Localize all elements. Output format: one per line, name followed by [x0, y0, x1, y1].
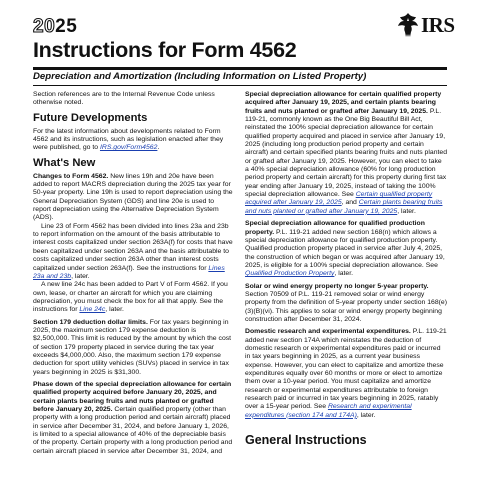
solar-text: Section 70509 of P.L. 119-21 removed solar or wind energy property from the definition of 5-year property under section 168(e)(3)(B)(vi). This applies to solar or wind energy property beginning construction after December 31, 2024. — [245, 290, 447, 323]
s179-heading: Section 179 deduction dollar limits. — [33, 318, 148, 326]
year-solid-digits: 25 — [55, 16, 78, 37]
heading-whats-new: What's New — [33, 156, 96, 169]
heading-future-developments: Future Developments — [33, 111, 148, 124]
page-title: Instructions for Form 4562 — [33, 38, 297, 62]
page-subtitle: Depreciation and Amortization (Including Information on Listed Property) — [33, 71, 367, 82]
line24c-text: A new line 24c has been added to Part V of Form 4562. If you own, lease, or charter an aircraft for which you are claiming depreciation, you must check the box for all that apply. See the instructions for — [33, 281, 228, 314]
title-rule — [33, 67, 447, 70]
intro-paragraph: Section references are to the Internal Revenue Code unless otherwise noted. — [33, 91, 215, 107]
solar-heading: Solar or wind energy property no longer 5-year property. — [245, 282, 429, 290]
qpp-link[interactable]: Qualified Production Property — [245, 270, 335, 278]
right-column — [245, 91, 447, 480]
dre-paragraph — [245, 328, 447, 420]
sda-mid: , and — [341, 199, 359, 207]
line24c-end: , later. — [105, 306, 124, 314]
phase-paragraph — [33, 381, 233, 456]
left-column — [33, 91, 233, 480]
solar-paragraph — [245, 283, 447, 325]
qpp-text: P.L. 119-21 added new section 168(n) which allows a special depreciation allowance for qualified production property. Qualified production property placed in service after July 4, 2025, the construction of which began or was acquired after January 19, 2025, is eligible for a 100% special depreciation allowance. See — [245, 228, 445, 269]
line24c-paragraph — [33, 281, 233, 314]
phase-text: Certain qualified property (other than property with a long production period and certain aircraft) placed in service after December 31, 2024, and before January 1, 2026, is limited to a special allowance of 40% of the depreciable basis of the property. Certain property with a long production period and certain aircraft placed in service after December 31, 2024, and — [33, 406, 233, 455]
year-outline-digits: 20 — [33, 16, 56, 37]
line23-end: , later. — [71, 272, 90, 280]
future-paragraph — [33, 128, 233, 153]
future-end: . — [157, 144, 160, 152]
irs-logo — [396, 10, 455, 40]
dre-link[interactable]: Research and experimental expenditures (section 174 and 174A) — [245, 403, 412, 419]
sda-paragraph — [245, 91, 447, 216]
qpp-heading: Special depreciation allowance for qualified production property. — [245, 220, 425, 236]
phase-heading: Phase down of the special depreciation allowance for certain qualified property acquired before January 20, 2025, and certain plants bearing fruits and nuts planted or grafted before January 20, 2025. — [33, 380, 232, 413]
sda-link-property[interactable]: Certain qualified property acquired after January 19, 2025 — [245, 191, 433, 207]
irs-logo-text: IRS — [421, 12, 455, 37]
qpp-paragraph — [245, 220, 447, 278]
future-text: For the latest information about developments related to Form 4562 and its instructions, such as legislation enacted after they were published, go to — [33, 127, 224, 152]
sda-heading: Special depreciation allowance for certain qualified property acquired after January 19, 2025, and certain plants bearing fruits and nuts planted or grafted after January 19, 2025. — [245, 91, 442, 115]
dre-end: , later. — [356, 411, 376, 419]
changes-text: New lines 19h and 20e have been added to report MACRS depreciation during the 2025 tax year for 50-year property. Line 19h is used to report depreciation using the General Depreciation System (GDS) and line 20e is used to report depreciation using the Alternative Depreciation System (ADS). — [33, 172, 233, 222]
form4562-link[interactable]: IRS.gov/Form4562 — [99, 144, 158, 152]
line-24c-link[interactable]: Line 24c — [79, 306, 106, 314]
dre-text: P.L. 119-21 added new section 174A which reinstates the deduction of domestic research or experimental expenditures paid or incurred in tax years beginning in 2025, as a current year business expense. However, you can elect to capitalize and amortize these expenditures equally over 60 months or more or elect to amortize them over a 10-year period. You must capitalize and amortize research or experimental expenditures attributable to foreign research paid or incurred in tax years beginning in 2025, ratably over a 15-year period. See — [245, 328, 447, 411]
sda-text: P.L. 119-21, commonly known as the One Big Beautiful Bill Act, reinstated the 100% special depreciation allowance for certain qualified property acquired and placed in service after January 19, 2025 (including long production period property and certain aircraft) and certain specified plants bearing fruits and nuts planted or grafted after January 19, 2025. However, you can elect to take a 40% special depreciation allowance (60% for long production period property and certain aircraft) for this property during first tax year ending after January 19, 2025, instead of taking the 100% special depreciation allowance. See — [245, 107, 447, 199]
changes-heading: Changes to Form 4562. — [33, 172, 109, 180]
qpp-end: , later. — [334, 270, 354, 278]
changes-paragraph — [33, 173, 233, 223]
s179-text: For tax years beginning in 2025, the maximum section 179 expense deduction is $2,500,000. This limit is reduced by the amount by which the cost of section 179 property placed in service during the tax year exceeds $4,000,000. Also, the maximum section 179 expense deduction for sport utility vehicles (SUVs) placed in service in tax years beginning in 2025 is $31,300. — [33, 318, 232, 376]
lines-23a-23b-link[interactable]: Lines 23a and 23b — [33, 264, 225, 280]
s179-paragraph — [33, 319, 233, 377]
form-year — [33, 16, 77, 38]
line23-text: Line 23 of Form 4562 has been divided into lines 23a and 23b to report information on the amount of the basis attributable to interest costs capitalized under section 263A(f) for costs that have been capitalized under section 263A and the basis attributable to costs capitalized under section 263A other than interest costs capitalized under section 263A(f). See the instructions for — [33, 222, 233, 272]
dre-heading: Domestic research and experimental expenditures. — [245, 328, 411, 336]
eagle-icon — [396, 12, 420, 38]
subtitle-rule — [33, 85, 447, 86]
sda-end: , later. — [397, 207, 416, 215]
sda-link-plants[interactable]: Certain plants bearing fruits and nuts planted or grafted after January 19, 2025 — [245, 199, 443, 215]
heading-general-instructions: General Instructions — [245, 433, 367, 448]
line23-paragraph — [33, 223, 233, 281]
